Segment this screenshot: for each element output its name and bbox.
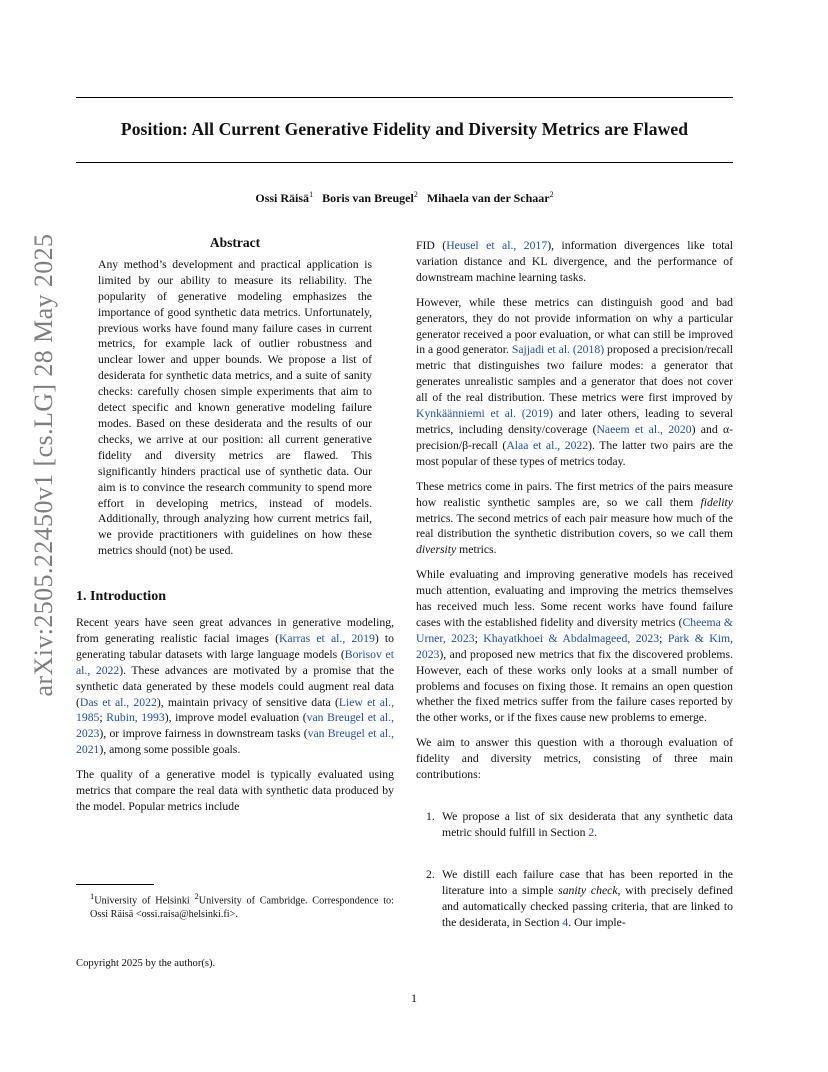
text-run: . Our imple- bbox=[568, 915, 626, 929]
arxiv-identifier-text: arXiv:2505.22450v1 [cs.LG] 28 May 2025 bbox=[29, 233, 58, 697]
right-paragraph-5: We aim to answer this question with a thorough evaluation of fidelity and diversity metrics, consisting of three main contributions: bbox=[416, 736, 733, 782]
contributions-list bbox=[416, 809, 733, 930]
text-run: ) to generating tabular datasets with large language models ( bbox=[76, 631, 395, 661]
citation-link[interactable]: Alaa et al., 2022 bbox=[506, 438, 589, 452]
text-run: ). These advances are motivated by a promise that the synthetic data generated by these models could augment real data ( bbox=[76, 663, 395, 709]
citation-link[interactable]: Cheema & Urner, 2023 bbox=[416, 615, 733, 645]
text-run: ; bbox=[474, 631, 484, 645]
text-run: ), among some possible goals. bbox=[99, 743, 241, 757]
text-run: . bbox=[594, 825, 598, 839]
text-run: ; bbox=[99, 711, 107, 725]
citation-link[interactable]: Heusel et al., 2017 bbox=[446, 239, 548, 252]
introduction-heading: 1. Introduction bbox=[76, 589, 166, 605]
right-paragraph-4 bbox=[416, 567, 733, 726]
citation-link[interactable]: Kynkäänniemi et al. (2019) bbox=[416, 407, 553, 421]
text-run: However, while these metrics can distinguish good and bad generators, they do not provide information on why a particular generator received a poor evaluation, or what can still be improved in a good generator. bbox=[416, 295, 733, 357]
author-affiliation-mark: 2 bbox=[413, 190, 418, 199]
author-name: Ossi Räisä bbox=[255, 191, 310, 205]
text-run: We propose a list of six desiderata that any synthetic data metric should fulfill in Section bbox=[442, 810, 733, 839]
intro-paragraph-2: The quality of a generative model is typically evaluated using metrics that compare the real data with synthetic data produced by the model. Popular metrics include bbox=[76, 768, 394, 813]
abstract-heading: Abstract bbox=[209, 235, 261, 250]
text-run: ), information divergences like total variation distance and KL divergence, and the performance of downstream machine learning tasks. bbox=[416, 239, 733, 284]
affiliation-mark: 1 bbox=[90, 891, 95, 901]
author-affiliation-mark: 2 bbox=[549, 190, 554, 199]
text-run: While evaluating and improving generative models has received much attention, evaluating and improving the metrics themselves has received much less. Some recent works have found failure cases with the established fidelity and diversity metrics ( bbox=[416, 568, 733, 629]
text-run: metrics. The second metrics of each pair measure how much of the real distribution the synthetic distribution covers, so we call them bbox=[416, 511, 733, 541]
title-bottom-rule bbox=[76, 162, 733, 163]
author-name: Mihaela van der Schaar bbox=[426, 191, 550, 205]
citation-link[interactable]: Naeem et al., 2020 bbox=[596, 422, 692, 436]
right-paragraph-3 bbox=[416, 479, 733, 559]
text-run: metrics. bbox=[456, 543, 497, 557]
footnote-rule bbox=[76, 884, 154, 885]
right-paragraph-1 bbox=[416, 238, 733, 286]
citation-link[interactable]: van Breugel et al., 2023 bbox=[76, 711, 394, 741]
affiliation-mark: 2 bbox=[194, 891, 199, 901]
copyright-notice: Copyright 2025 by the author(s). bbox=[76, 958, 216, 969]
text-run: and later others, leading to several metrics, including density/coverage ( bbox=[416, 407, 733, 436]
citation-link[interactable]: Park & Kim, 2023 bbox=[416, 631, 733, 661]
text-run: ) and α-precision/β-recall ( bbox=[416, 422, 733, 452]
emphasis-text: fidelity bbox=[700, 495, 733, 509]
section-ref-link[interactable]: 2 bbox=[588, 825, 595, 839]
emphasis-text: diversity bbox=[416, 543, 457, 557]
text-run: We distill each failure case that has been reported in the literature into a simple bbox=[442, 867, 733, 897]
text-run: ), improve model evaluation ( bbox=[164, 711, 307, 725]
author-name: Boris van Breugel bbox=[322, 191, 414, 205]
text-run: ), and proposed new metrics that fix the discovered problems. However, each of these works only looks at a small number of problems and focuses on fixing those. It remains an open question whether the fixed metrics suffer from the failure cases reported by the other works, or if the fixes cause new problems to emerge. bbox=[416, 647, 733, 725]
list-item bbox=[416, 809, 733, 841]
list-number: 2. bbox=[426, 867, 435, 881]
citation-link[interactable]: Khayatkhoei & Abdalmageed, 2023 bbox=[483, 631, 660, 645]
citation-link[interactable]: Borisov et al., 2022 bbox=[76, 647, 394, 677]
right-paragraph-2 bbox=[416, 295, 733, 470]
list-number: 1. bbox=[426, 810, 435, 823]
list-item bbox=[416, 867, 733, 931]
affiliation-footnote bbox=[76, 889, 394, 922]
text-run: , with precisely defined and automatically checked passing criteria, that are linked to the desiderata, in Section bbox=[442, 883, 734, 929]
citation-link[interactable]: Liew et al., 1985 bbox=[76, 695, 394, 725]
text-run: University of Helsinki bbox=[94, 895, 195, 907]
right-column bbox=[416, 238, 733, 956]
title-top-rule bbox=[76, 97, 733, 98]
text-run: proposed a precision/recall metric that distinguishes two failure modes: a generator that generates unrealistic samples and a generator that does not cover all of the real distribution. These metrics were first improved by bbox=[416, 343, 733, 405]
text-run: Recent years have seen great advances in generative modeling, from generating realistic facial images ( bbox=[76, 616, 394, 645]
intro-paragraph-1 bbox=[76, 615, 394, 758]
citation-link[interactable]: Das et al., 2022 bbox=[79, 695, 157, 709]
citation-link[interactable]: Rubin, 1993 bbox=[106, 711, 165, 725]
page-number: 1 bbox=[411, 991, 417, 1005]
text-run: ). The latter two pairs are the most popular of these types of metrics today. bbox=[416, 438, 733, 468]
paper-title: Position: All Current Generative Fidelity and Diversity Metrics are Flawed bbox=[120, 119, 689, 139]
author-list bbox=[76, 190, 733, 206]
text-run: ), or improve fairness in downstream tasks ( bbox=[99, 727, 308, 741]
text-run: ; bbox=[659, 631, 668, 645]
left-column bbox=[76, 235, 394, 824]
text-run: These metrics come in pairs. The first metrics of the pairs measure how realistic synthetic samples are, so we call them bbox=[416, 479, 733, 509]
citation-link[interactable]: Sajjadi et al. (2018) bbox=[511, 343, 605, 357]
section-ref-link[interactable]: 4 bbox=[562, 915, 569, 929]
emphasis-text: sanity check bbox=[558, 883, 618, 897]
abstract-text: Any method’s development and practical application is limited by our ability to measure its reliability. The popularity of generative modeling emphasizes the importance of good synthetic data metrics. Unfortunately, previous works have found many failure cases in current metrics, for example lack of outlier robustness and unclear lower and upper bounds. We propose a list of desiderata for synthetic data metrics, and a suite of sanity checks: carefully chosen simple experiments that aim to detect specific and known generative modeling failure modes. Based on these desiderata and the results of our checks, we arrive at our position: all current generative fidelity and diversity metrics are flawed. This significantly hinders practical use of synthetic data. Our aim is to convince the research community to spend more effort in developing metrics, instead of models. Additionally, through analyzing how current metrics fail, we provide practitioners with guidelines on how these metrics should (not) be used. bbox=[98, 257, 372, 558]
author-affiliation-mark: 1 bbox=[309, 190, 314, 199]
text-run: University of Cambridge. Correspondence to: Ossi Räisä <ossi.raisa@helsinki.fi>. bbox=[90, 895, 394, 921]
text-run: FID ( bbox=[416, 239, 447, 252]
citation-link[interactable]: Karras et al., 2019 bbox=[278, 631, 375, 645]
text-run: ), maintain privacy of sensitive data ( bbox=[156, 695, 339, 709]
footnote bbox=[76, 884, 394, 922]
citation-link[interactable]: van Breugel et al., 2021 bbox=[76, 727, 395, 757]
